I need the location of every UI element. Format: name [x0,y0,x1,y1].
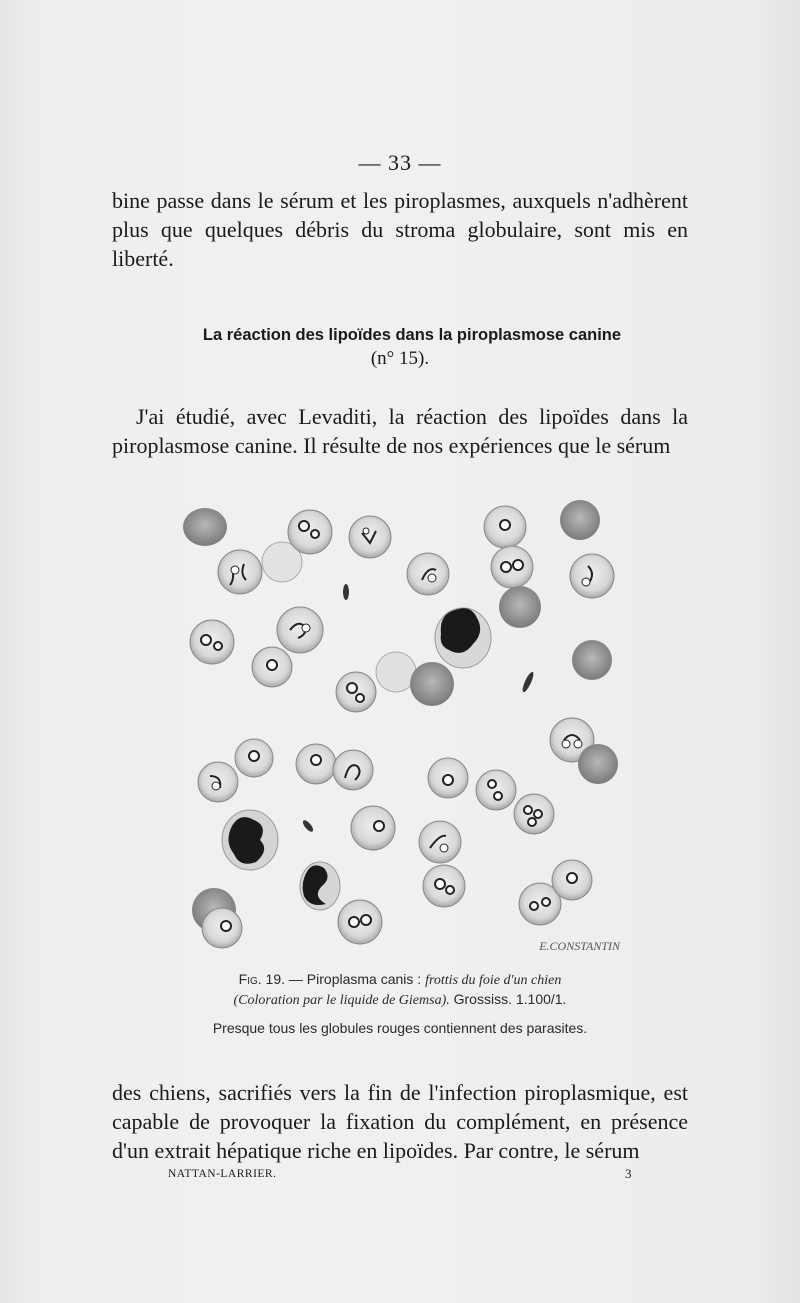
parasite [343,584,349,600]
blood-cell [572,640,612,680]
blood-cell [560,500,600,540]
parasite [301,819,315,834]
blood-cell [277,607,323,653]
blood-cell [410,662,454,706]
blood-cell [419,821,461,863]
lymphocyte [300,862,340,910]
caption-species: Piroplasma canis : [306,971,426,987]
blood-cell [183,508,227,546]
blood-smear-drawing [160,492,640,962]
caption-note: Presque tous les globules rouges contiennent des parasites. [212,1020,588,1036]
blood-cell [578,744,618,784]
blood-cell [338,900,382,944]
blood-cell [349,516,391,558]
blood-cell [190,620,234,664]
blood-cell [288,510,332,554]
caption-stain: (Coloration par le liquide de Giemsa). [233,993,450,1008]
section-title: La réaction des lipoïdes dans la piroplasmose canine [202,326,622,344]
paragraph-1: bine passe dans le sérum et les piroplasmes, auxquels n'adhèrent plus que quelques débris du stroma globulaire, sont mis en liberté. [112,188,688,271]
blood-cell [514,794,554,834]
caption-fig-label: Fig. 19. [238,971,286,987]
neutrophil [435,608,491,668]
blood-cell [333,750,373,790]
blood-cell [336,672,376,712]
caption-description: frottis du foie d'un chien [425,973,562,988]
figure-caption [150,970,650,1010]
blood-cell [202,908,242,948]
blood-cell [198,762,238,802]
parasite [521,671,536,693]
caption-magnification: Grossiss. 1.100/1. [449,991,567,1007]
neutrophil [222,810,278,870]
blood-cell [376,652,416,692]
blood-cell [235,739,273,777]
blood-cell [296,744,336,784]
blood-cell [552,860,592,900]
blood-cell [218,550,262,594]
caption-dash: — [285,971,307,987]
red-blood-cells [183,500,618,948]
blood-cell [491,546,533,588]
blood-cell [252,647,292,687]
figure-illustration [160,492,640,962]
footer-signature-mark: 3 [625,1166,632,1181]
blood-cell [570,554,614,598]
paragraph-2: J'ai étudié, avec Levaditi, la réaction des lipoïdes dans la piroplasmose canine. Il résulte de nos expériences que le sérum [112,404,688,458]
page-number: — 33 — [358,150,442,175]
blood-cell [476,770,516,810]
blood-cell [484,506,526,548]
blood-cell [499,586,541,628]
blood-cell [428,758,468,798]
footer-author: NATTAN-LARRIER. [168,1168,277,1180]
paragraph-3: des chiens, sacrifiés vers la fin de l'infection piroplasmique, est capable de provoquer la fixation du complément, en présence d'un extrait hépatique riche en lipoïdes. Par contre, le sérum [112,1080,688,1163]
illustrator-signature: E.CONSTANTIN [539,939,620,953]
blood-cell [351,806,395,850]
blood-cell [423,865,465,907]
blood-cell [407,553,449,595]
section-ref: (n° 15). [370,348,430,369]
